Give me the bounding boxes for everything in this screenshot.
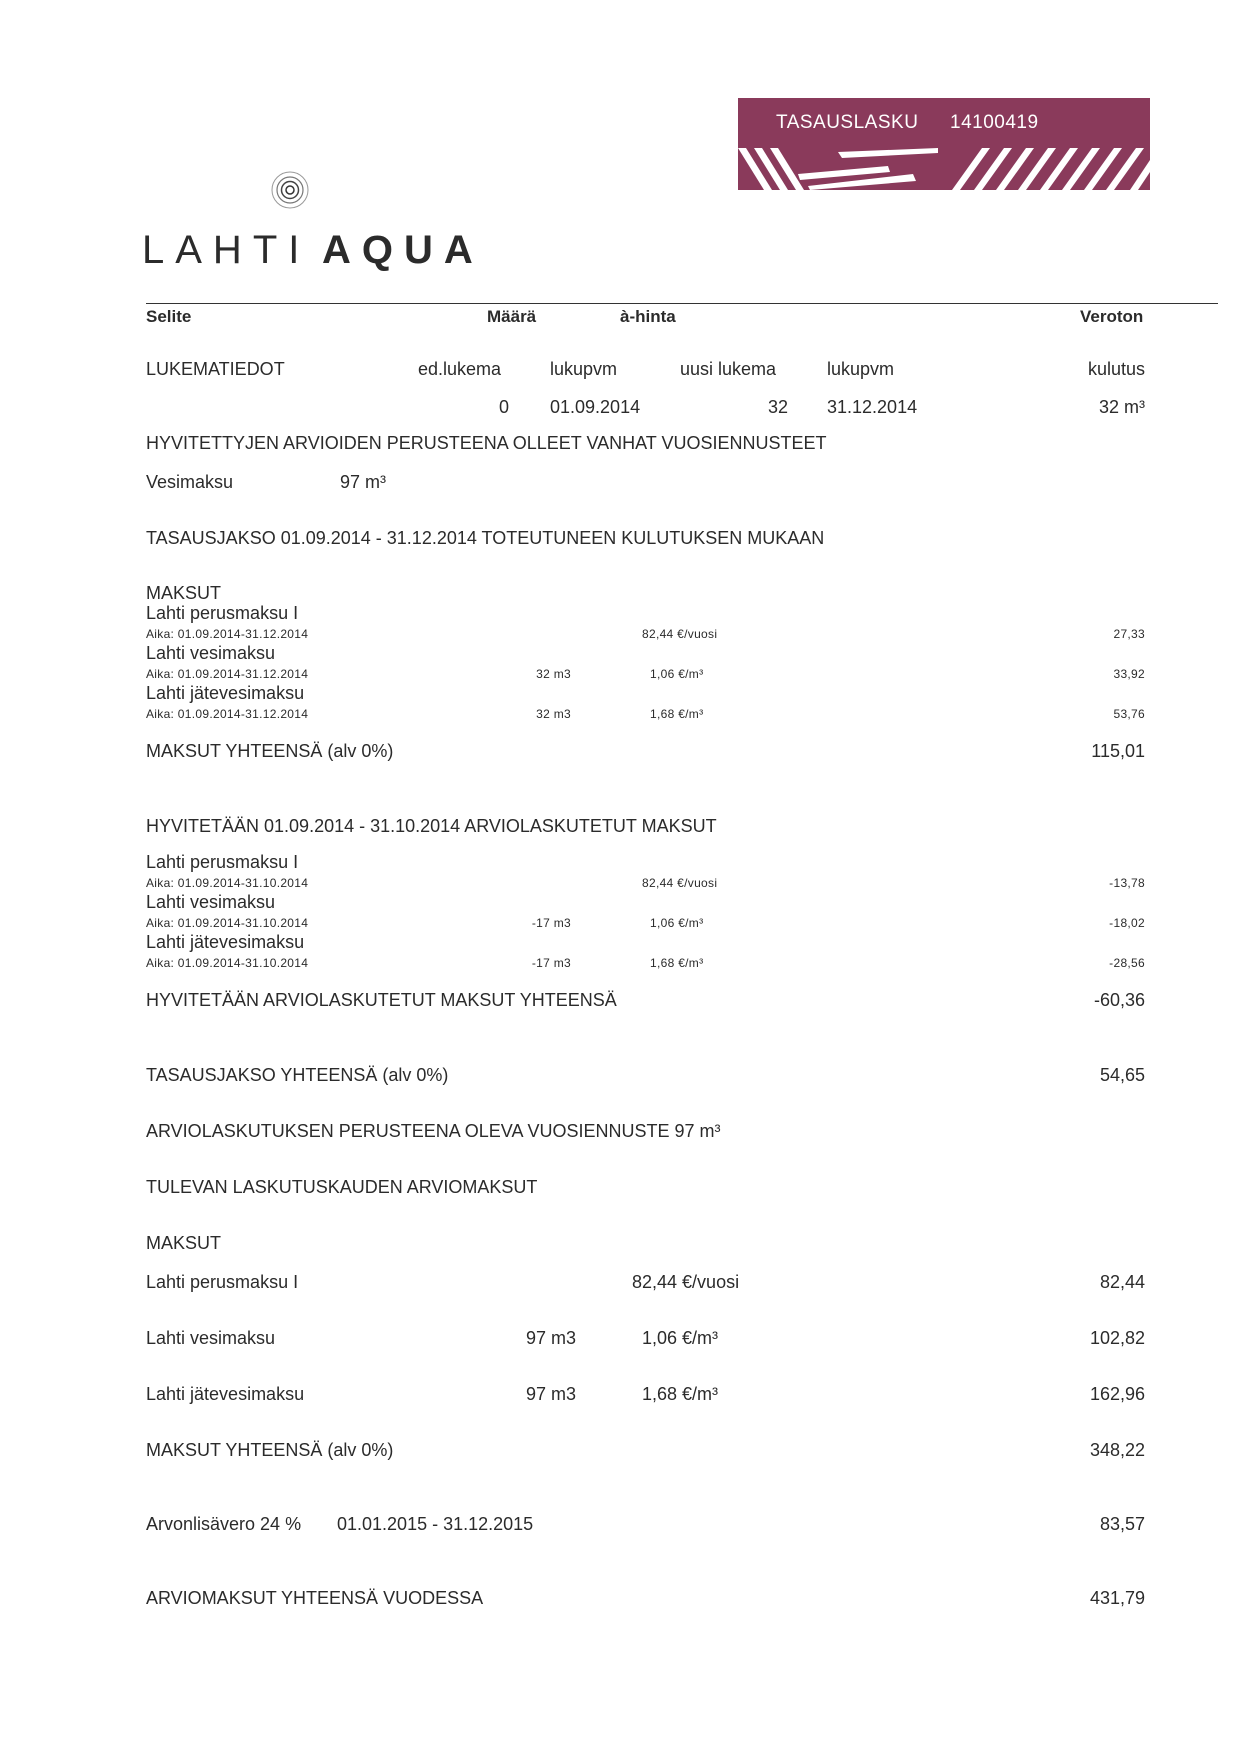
charge-item-price: 82,44 €/vuosi: [642, 627, 718, 641]
charge-item-period: Aika: 01.09.2014-31.12.2014: [146, 627, 309, 641]
charges-title: MAKSUT: [146, 583, 222, 603]
charge-item-total: 53,76: [1113, 707, 1145, 721]
charge-item-qty: 32 m3: [536, 707, 571, 721]
credits-total-label: HYVITETÄÄN ARVIOLASKUTETUT MAKSUT YHTEENSÄ: [146, 990, 617, 1010]
credit-item-total: -13,78: [1109, 876, 1145, 890]
credit-item-qty: -17 m3: [531, 916, 571, 930]
invoice-number: 14100419: [950, 112, 1039, 133]
grand-total-label: ARVIOMAKSUT YHTEENSÄ VUODESSA: [146, 1588, 484, 1608]
credit-item-name: Lahti vesimaksu: [146, 892, 276, 912]
credit-item-total: -28,56: [1109, 956, 1145, 970]
logo-text-bold: AQUA: [322, 228, 484, 272]
vesimaksu-value: 97 m³: [340, 472, 387, 492]
charges-total-value: 115,01: [1091, 741, 1145, 761]
upcoming-item-price: 1,68 €/m³: [642, 1384, 719, 1404]
invoice-type-banner: [738, 98, 1150, 190]
column-header-hinta: à-hinta: [620, 307, 676, 326]
credit-item-period: Aika: 01.09.2014-31.10.2014: [146, 956, 309, 970]
charge-item-price: 1,68 €/m³: [650, 707, 704, 721]
grand-total-value: 431,79: [1089, 1588, 1145, 1608]
reading-consumption: 32 m³: [1098, 397, 1145, 417]
upcoming-item-name: Lahti perusmaksu I: [146, 1272, 299, 1292]
readings-header-new-date: lukupvm: [827, 359, 895, 379]
reading-new-date: 31.12.2014: [827, 397, 918, 417]
settlement-period-title: TASAUSJAKSO 01.09.2014 - 31.12.2014 TOTEUTUNEEN KULUTUKSEN MUKAAN: [146, 528, 825, 548]
vat-label: Arvonlisävero 24 %: [146, 1514, 302, 1534]
upcoming-title: TULEVAN LASKUTUSKAUDEN ARVIOMAKSUT: [146, 1177, 538, 1197]
charge-item-qty: 32 m3: [536, 667, 571, 681]
upcoming-item-price: 82,44 €/vuosi: [632, 1272, 740, 1292]
upcoming-item-price: 1,06 €/m³: [642, 1328, 719, 1348]
charge-item-price: 1,06 €/m³: [650, 667, 704, 681]
vesimaksu-label: Vesimaksu: [146, 472, 234, 492]
upcoming-item-name: Lahti vesimaksu: [146, 1328, 276, 1348]
invoice-type: TASAUSLASKU: [776, 112, 919, 133]
charge-item-name: Lahti perusmaksu I: [146, 603, 299, 623]
credit-item-name: Lahti perusmaksu I: [146, 852, 299, 872]
upcoming-total-label: MAKSUT YHTEENSÄ (alv 0%): [146, 1440, 394, 1460]
credit-item-period: Aika: 01.09.2014-31.10.2014: [146, 916, 309, 930]
credit-item-price: 1,06 €/m³: [650, 916, 704, 930]
credit-item-qty: -17 m3: [531, 956, 571, 970]
charge-item-name: Lahti vesimaksu: [146, 643, 276, 663]
settlement-total-label: TASAUSJAKSO YHTEENSÄ (alv 0%): [146, 1065, 449, 1085]
header-rule: [146, 303, 1218, 304]
settlement-total-value: 54,65: [1099, 1065, 1145, 1085]
charge-item-total: 33,92: [1113, 667, 1145, 681]
upcoming-item-total: 162,96: [1089, 1384, 1145, 1404]
credit-item-total: -18,02: [1109, 916, 1145, 930]
upcoming-item-total: 82,44: [1099, 1272, 1145, 1292]
readings-title: LUKEMATIEDOT: [146, 359, 285, 379]
reading-prev-date: 01.09.2014: [550, 397, 641, 417]
readings-header-prev-date: lukupvm: [550, 359, 618, 379]
charge-item-period: Aika: 01.09.2014-31.12.2014: [146, 707, 309, 721]
logo-text-light: LAHTI: [142, 228, 311, 272]
upcoming-total-value: 348,22: [1089, 1440, 1145, 1460]
readings-header-new-reading: uusi lukema: [680, 359, 777, 379]
vat-value: 83,57: [1099, 1514, 1145, 1534]
vat-period: 01.01.2015 - 31.12.2015: [337, 1514, 534, 1534]
readings-header-consumption: kulutus: [1087, 359, 1145, 379]
charge-item-period: Aika: 01.09.2014-31.12.2014: [146, 667, 309, 681]
column-header-selite: Selite: [146, 307, 192, 326]
credits-total-value: -60,36: [1093, 990, 1145, 1010]
lahti-aqua-logo-icon: [270, 170, 310, 210]
column-header-veroton: Veroton: [1080, 307, 1144, 326]
upcoming-item-name: Lahti jätevesimaksu: [146, 1384, 305, 1404]
reading-new-value: 32: [767, 397, 788, 417]
stripe-pattern-graphic: [738, 144, 1150, 190]
upcoming-item-qty: 97 m3: [525, 1328, 576, 1348]
credit-basis-note: HYVITETTYJEN ARVIOIDEN PERUSTEENA OLLEET VANHAT VUOSIENNUSTEET: [146, 433, 827, 453]
upcoming-subtitle: MAKSUT: [146, 1233, 222, 1253]
credit-item-name: Lahti jätevesimaksu: [146, 932, 305, 952]
charge-item-name: Lahti jätevesimaksu: [146, 683, 305, 703]
upcoming-item-total: 102,82: [1089, 1328, 1145, 1348]
readings-header-prev-reading: ed.lukema: [418, 359, 502, 379]
forecast-note: ARVIOLASKUTUKSEN PERUSTEENA OLEVA VUOSIENNUSTE 97 m³: [146, 1121, 721, 1141]
reading-prev-value: 0: [498, 397, 509, 417]
credit-item-price: 82,44 €/vuosi: [642, 876, 718, 890]
credits-title: HYVITETÄÄN 01.09.2014 - 31.10.2014 ARVIOLASKUTETUT MAKSUT: [146, 816, 717, 836]
credit-item-price: 1,68 €/m³: [650, 956, 704, 970]
credit-item-period: Aika: 01.09.2014-31.10.2014: [146, 876, 309, 890]
upcoming-item-qty: 97 m3: [525, 1384, 576, 1404]
charge-item-total: 27,33: [1113, 627, 1145, 641]
charges-total-label: MAKSUT YHTEENSÄ (alv 0%): [146, 741, 394, 761]
column-header-maara: Määrä: [487, 307, 537, 326]
